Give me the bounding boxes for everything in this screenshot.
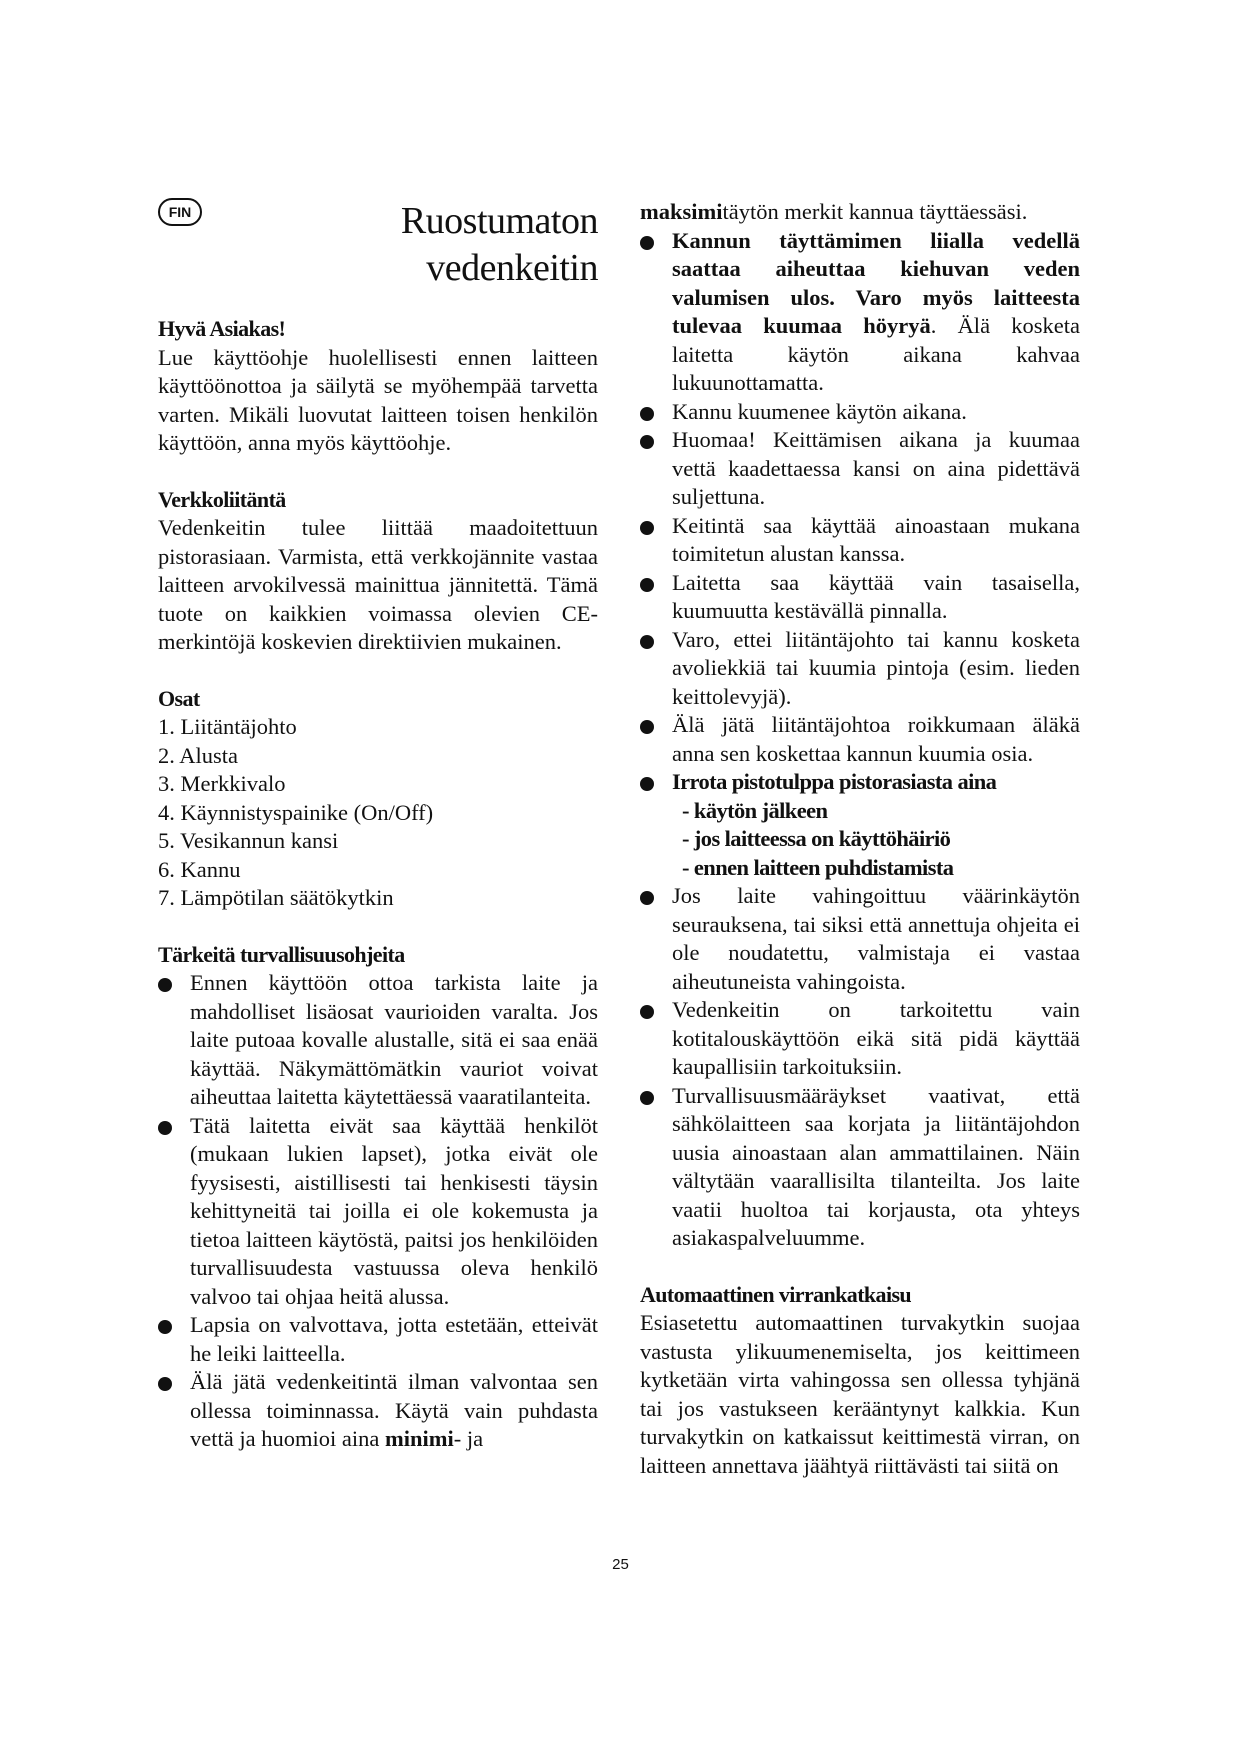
bullet-text: - ja <box>453 1426 484 1451</box>
list-item: 5. Vesikannun kansi <box>158 828 339 853</box>
bullet-icon <box>640 407 654 421</box>
language-badge: FIN <box>158 198 202 226</box>
bullet-icon <box>158 978 172 992</box>
title-block <box>158 198 598 288</box>
bullet-bold-text: maksimi <box>640 199 723 224</box>
bullet-text: Laitetta saa käyttää vain tasaisella, kuumuutta kestävällä pinnalla. <box>672 569 1080 623</box>
safety-bullet <box>640 711 1080 768</box>
bullet-text: Älä jätä liitäntäjohtoa roikkumaan äläkä anna sen koskettaa kannun kuumia osia. <box>672 712 1080 766</box>
bullet-text: Älä jätä vedenkeitintä ilman valvontaa sen ollessa toiminnassa. Käytä vain puhdasta vettä ja huomioi aina <box>190 1369 598 1451</box>
bullet-text: Turvallisuusmääräykset vaativat, että sähkölaitteen saa korjata ja liitäntäjohdon uusia ainoastaan alan ammattilainen. Näin vältytään vaarallisilta tilanteilta. Jos laite vaatii huoltoa tai korjausta, ota yhteys asiakaspalveluumme. <box>672 1082 1080 1250</box>
power-heading: Verkkoliitäntä <box>158 486 286 512</box>
right-column <box>640 198 1080 1480</box>
left-column <box>158 198 598 1454</box>
safety-bullet <box>640 426 1080 512</box>
bullet-text: Jos laite vahingoittuu väärinkäytön seurauksena, tai siksi että annettuja ohjeita ei ole noudatettu, valmistaja ei vastaa aiheutuneista vahingoista. <box>672 883 1080 994</box>
power-section <box>158 486 598 657</box>
greeting-text: Lue käyttöohje huolellisesti ennen laitteen käyttöönottoa ja säilytä se myöhempää tarvetta varten. Mikäli luovutat laitteen toisen henkilön käyttöön, anna myös käyttöohje. <box>158 344 598 455</box>
bullet-icon <box>158 1377 172 1391</box>
bullet-bold-text: Irrota pistotulppa pistorasiasta aina <box>672 769 997 794</box>
bullet-text: Huomaa! Keittämisen aikana ja kuumaa vettä kaadettaessa kansi on aina pidettävä suljettuna. <box>672 427 1080 509</box>
safety-bullet <box>640 768 1080 882</box>
bullet-text: Lapsia on valvottava, jotta estetään, etteivät he leiki laitteella. <box>190 1312 598 1366</box>
bullet-text: Tätä laitetta eivät saa käyttää henkilöt (mukaan lukien lapset), jotka eivät ole fyysisesti, aistillisesti tai henkisesti täysin kehittyneitä tai joilla ei ole kokemusta ja tietoa laitteen käytöstä, paitsi jos henkilöiden turvallisuudesta vastuussa oleva henkilö valvoo tai ohjaa heitä alussa. <box>190 1112 598 1309</box>
safety-section <box>158 941 598 1454</box>
greeting-heading: Hyvä Asiakas! <box>158 316 286 341</box>
bullet-text: Ennen käyttöön ottoa tarkista laite ja mahdolliset lisäosat vaurioiden varalta. Jos laite putoaa kovalle alustalle, sitä ei saa enää käyttää. Näkymättömätkin vauriot voivat aiheuttaa laitetta käytettäessä vaaratilanteita. <box>190 970 598 1109</box>
bullet-icon <box>640 891 654 905</box>
greeting-section <box>158 315 598 458</box>
bullet-bold-text: minimi <box>384 1426 454 1451</box>
bullet-icon <box>640 635 654 649</box>
list-item: - ennen laitteen puhdistamista <box>682 854 954 880</box>
bullet-icon <box>640 578 654 592</box>
safety-list-right <box>640 198 1080 1253</box>
list-item: - käytön jälkeen <box>682 797 828 823</box>
list-item: - jos laitteessa on käyttöhäiriö <box>682 826 951 851</box>
bullet-text: . Älä kosketa laitetta käytön aikana kahvaa lukuunottamatta. <box>672 313 1080 395</box>
safety-bullet <box>158 1112 598 1312</box>
title-line-1: Ruostumaton <box>400 200 598 242</box>
parts-list <box>158 713 598 913</box>
list-item: 3. Merkkivalo <box>158 771 286 796</box>
bullet-icon <box>640 521 654 535</box>
bullet-icon <box>640 1005 654 1019</box>
unplug-sublist <box>672 797 1080 883</box>
auto-off-heading: Automaattinen virrankatkaisu <box>640 1281 912 1307</box>
bullet-icon <box>158 1320 172 1334</box>
bullet-text: Kannu kuumenee käytön aikana. <box>672 398 967 424</box>
safety-bullet <box>158 969 598 1112</box>
title-line-2: vedenkeitin <box>426 247 598 289</box>
safety-bullet <box>640 1082 1080 1253</box>
parts-section <box>158 685 598 913</box>
safety-bullet <box>640 512 1080 569</box>
safety-bullet-continued <box>640 198 1080 227</box>
bullet-text: täytön merkit kannua täyttäessäsi. <box>722 199 1028 224</box>
safety-bullet <box>640 882 1080 996</box>
list-item: 7. Lämpötilan säätökytkin <box>158 885 394 910</box>
bullet-icon <box>640 720 654 734</box>
bullet-text: Varo, ettei liitäntäjohto tai kannu kosketa avoliekkiä tai kuumia pintoja (esim. lieden keittolevyjä). <box>672 626 1080 709</box>
bullet-icon <box>158 1121 172 1135</box>
bullet-text: Keitintä saa käyttää ainoastaan mukana toimitetun alustan kanssa. <box>672 512 1080 566</box>
bullet-icon <box>640 1091 654 1105</box>
auto-off-text: Esiasetettu automaattinen turvakytkin suojaa vastusta ylikuumenemiselta, jos keittimeen kytketään virta vahingossa sen ollessa tyhjänä tai jos vastukseen kerääntynyt kalkkia. Kun turvakytkin on katkaissut keittimestä virran, on laitteen annettava jäähtyä riittävästi tai siitä on <box>640 1310 1080 1478</box>
list-item: 4. Käynnistyspainike (On/Off) <box>158 799 434 825</box>
bullet-icon <box>640 777 654 791</box>
safety-bullet <box>640 626 1080 712</box>
safety-bullet <box>640 227 1080 398</box>
bullet-bold-text: Kannun täyttämimen liialla vedellä saattaa aiheuttaa kiehuvan veden valumisen ulos. Varo myös laitteesta tulevaa kuumaa höyryä <box>672 227 1080 338</box>
bullet-text: Vedenkeitin on tarkoitettu vain kotitalouskäyttöön eikä sitä pidä käyttää kaupallisiin tarkoituksiin. <box>672 997 1080 1079</box>
safety-list-left <box>158 969 598 1454</box>
safety-bullet <box>640 569 1080 626</box>
safety-bullet <box>640 996 1080 1082</box>
bullet-icon <box>640 435 654 449</box>
power-text: Vedenkeitin tulee liittää maadoitettuun pistorasiaan. Varmista, että verkkojännite vastaa laitteen arvokilvessä mainittua jännitettä. Tämä tuote on kaikkien voimassa olevien CE-merkintöjä koskevien direktiivien mukainen. <box>158 515 598 654</box>
auto-off-section <box>640 1281 1080 1481</box>
safety-bullet <box>640 398 1080 427</box>
list-item: 1. Liitäntäjohto <box>158 714 297 739</box>
safety-bullet <box>158 1311 598 1368</box>
document-title <box>158 198 598 292</box>
list-item: 2. Alusta <box>158 742 239 768</box>
bullet-icon <box>640 236 654 250</box>
safety-heading: Tärkeitä turvallisuusohjeita <box>158 941 405 967</box>
list-item: 6. Kannu <box>158 856 241 882</box>
parts-heading: Osat <box>158 685 200 711</box>
page-number: 25 <box>612 1556 629 1573</box>
safety-bullet <box>158 1368 598 1454</box>
